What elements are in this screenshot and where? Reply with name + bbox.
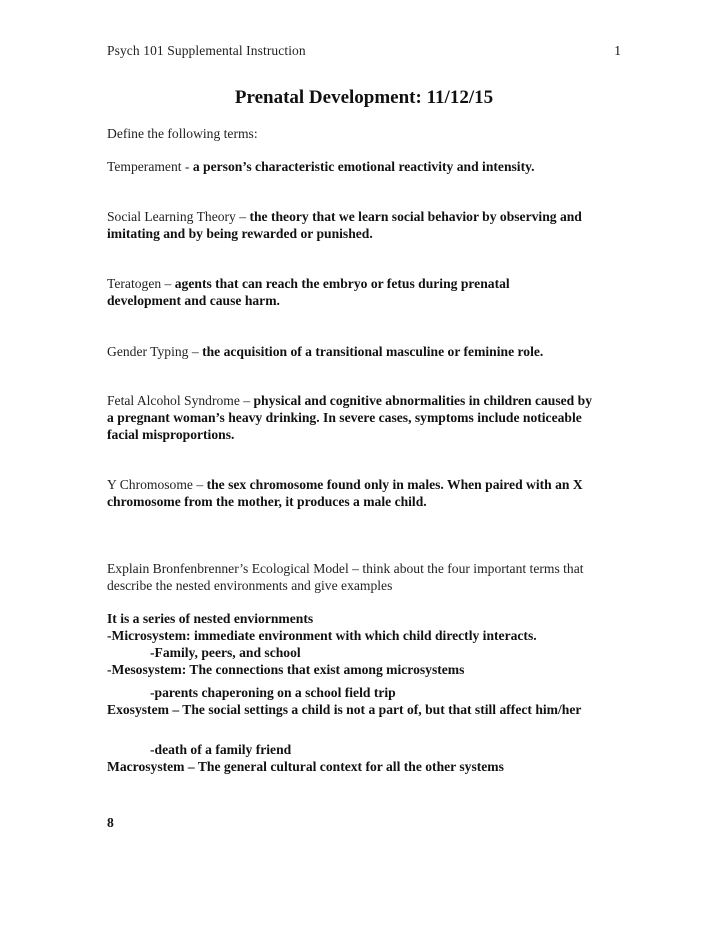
- term-label: Gender Typing –: [107, 344, 203, 359]
- instruction-text: Define the following terms:: [107, 126, 258, 141]
- term-label: Teratogen –: [107, 276, 175, 291]
- term-entry-temperament: [107, 158, 619, 175]
- term-label: Fetal Alcohol Syndrome –: [107, 393, 254, 408]
- term-definition: the sex chromosome found only in males. When paired with an X chromosome from the mother, it produces a male child.: [107, 477, 583, 509]
- answer-line-intro: It is a series of nested enviornments: [107, 611, 314, 626]
- term-label: Y Chromosome –: [107, 477, 207, 492]
- term-definition: the theory that we learn social behavior by observing and imitating and by being rewarded or punished.: [107, 209, 582, 241]
- answer-line-microsystem: -Microsystem: immediate environment with which child directly interacts.: [107, 628, 537, 643]
- answer-example-exosystem: -death of a family friend: [150, 742, 292, 757]
- term-entry-teratogen: [107, 275, 577, 309]
- term-definition: physical and cognitive abnormalities in children caused by a pregnant woman’s heavy drinking. In severe cases, symptoms include noticeable facial misproportions.: [107, 393, 593, 442]
- answer-line-mesosystem: -Mesosystem: The connections that exist among microsystems: [107, 662, 465, 677]
- answer-line-exosystem: Exosystem – The social settings a child is not a part of, but that still affect him/her: [107, 702, 582, 717]
- term-entry-gender-typing: [107, 343, 619, 360]
- term-entry-social-learning-theory: [107, 208, 612, 242]
- page-title: Prenatal Development: 11/12/15: [234, 87, 494, 108]
- term-definition: a person’s characteristic emotional reactivity and intensity.: [192, 159, 535, 174]
- term-definition: the acquisition of a transitional masculine or feminine role.: [202, 344, 544, 359]
- term-entry-y-chromosome: [107, 476, 612, 510]
- term-entry-fetal-alcohol-syndrome: [107, 392, 602, 443]
- term-label: Social Learning Theory –: [107, 209, 250, 224]
- term-definition: agents that can reach the embryo or fetus during prenatal development and cause harm.: [107, 276, 510, 308]
- header-page-number: 1: [614, 43, 621, 58]
- answer-example-mesosystem: -parents chaperoning on a school field trip: [150, 685, 396, 700]
- answer-example-microsystem: -Family, peers, and school: [150, 645, 301, 660]
- term-label: Temperament -: [107, 159, 193, 174]
- running-header: Psych 101 Supplemental Instruction: [107, 43, 306, 58]
- explain-prompt: Explain Bronfenbrenner’s Ecological Model – think about the four important terms that describe the nested environments and give examples: [107, 561, 584, 593]
- answer-line-macrosystem: Macrosystem – The general cultural context for all the other systems: [107, 759, 504, 774]
- page-number: 8: [107, 815, 114, 830]
